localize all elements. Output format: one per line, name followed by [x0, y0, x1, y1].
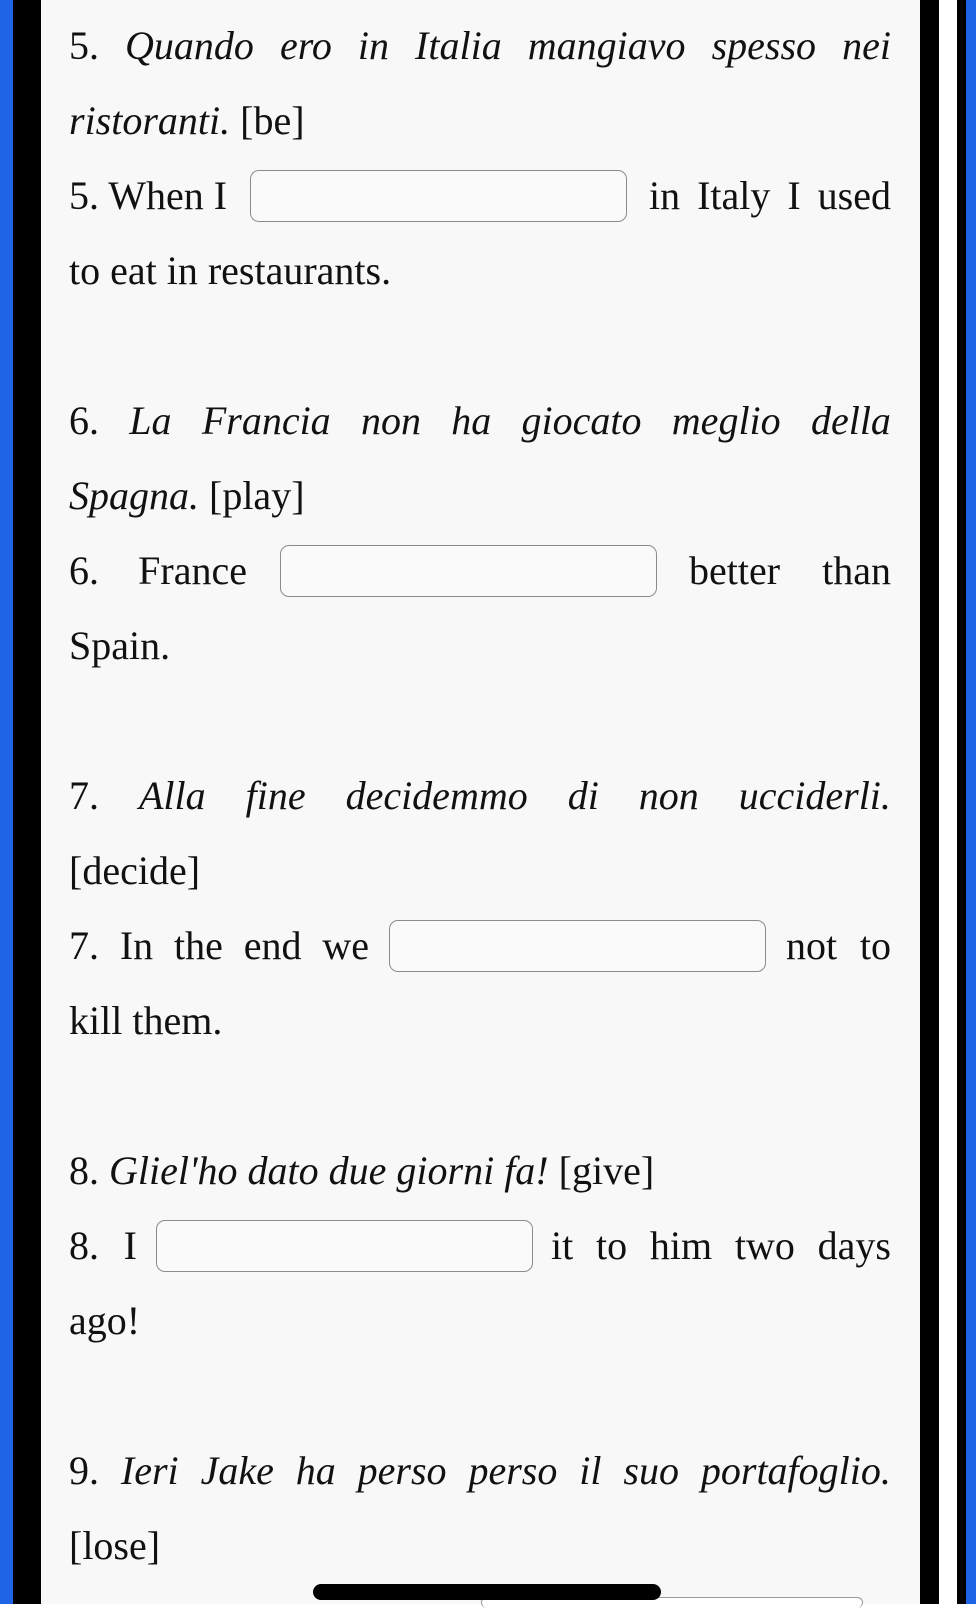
italian-sentence: 5. Quando ero in Italia mangiavo spesso nei [69, 23, 891, 68]
answer-input-6[interactable] [280, 545, 657, 597]
exercise-panel [41, 0, 920, 1604]
english-sentence: 6. France better than [69, 533, 891, 608]
italian-sentence-line2: ristoranti. [be] [69, 98, 305, 143]
english-sentence-line2: kill them. [69, 998, 223, 1043]
italian-sentence: 6. La Francia non ha giocato meglio della [69, 398, 891, 443]
verb-hint: [lose] [69, 1523, 161, 1568]
screen-edge-left [0, 0, 13, 1604]
english-sentence-line2: to eat in restaurants. [69, 248, 392, 293]
verb-hint: [decide] [69, 848, 201, 893]
question-8 [69, 1133, 891, 1358]
question-5 [69, 8, 891, 308]
answer-input-7[interactable] [389, 920, 766, 972]
italian-sentence: 8. Gliel'ho dato due giorni fa! [give] [69, 1148, 655, 1193]
question-6 [69, 383, 891, 683]
answer-input-5[interactable] [250, 170, 627, 222]
english-sentence: 8. I it to him two days [69, 1208, 891, 1283]
italian-sentence: 9. Ieri Jake ha perso perso il suo portafoglio. [69, 1448, 891, 1493]
english-sentence: 7. In the end we not to [69, 908, 891, 983]
verb-hint: [be] [240, 98, 305, 143]
frame-gap-right [939, 0, 957, 1604]
italian-sentence-line2 [69, 1508, 891, 1583]
question-9 [69, 1433, 891, 1583]
english-sentence-line2: ago! [69, 1298, 141, 1343]
english-sentence-line2: Spain. [69, 623, 171, 668]
verb-hint: [give] [558, 1148, 655, 1193]
english-sentence: 5. When I in Italy I used [69, 158, 891, 233]
italian-sentence-line2: Spagna. [play] [69, 473, 305, 518]
home-indicator[interactable] [313, 1584, 661, 1600]
answer-input-8[interactable] [156, 1220, 533, 1272]
italian-sentence-line2 [69, 833, 891, 908]
frame-border-left [13, 0, 41, 1604]
verb-hint: [play] [209, 473, 305, 518]
question-7 [69, 758, 891, 1058]
italian-sentence: 7. Alla fine decidemmo di non ucciderli. [69, 773, 891, 818]
screen-edge-right [966, 0, 976, 1604]
